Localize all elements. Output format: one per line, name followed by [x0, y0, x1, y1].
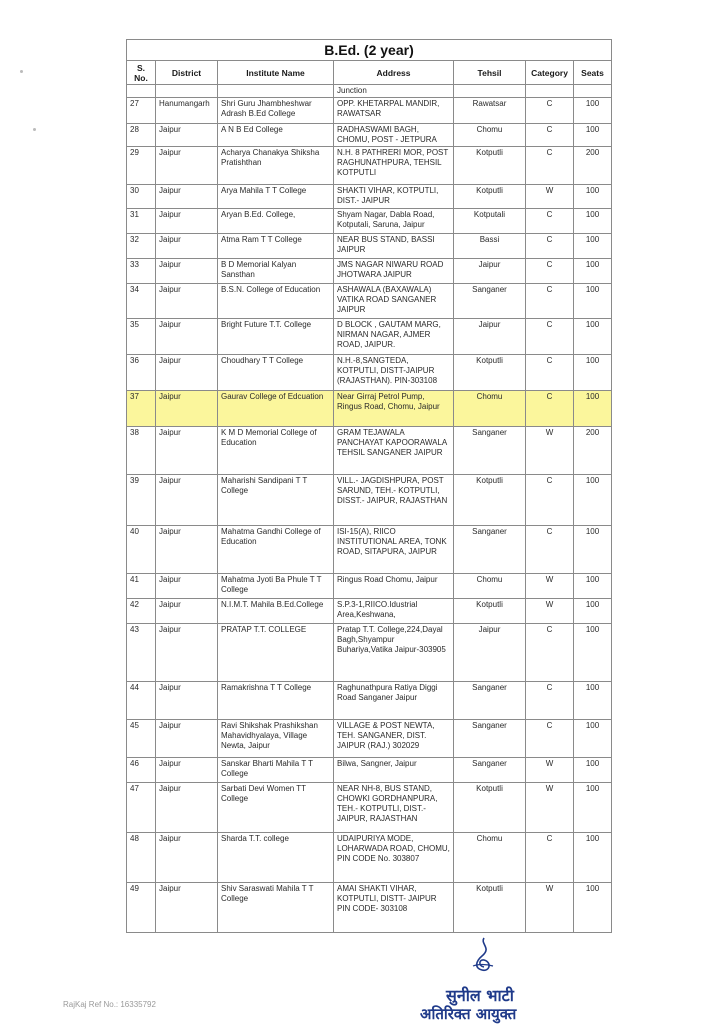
table-row — [127, 833, 612, 883]
cell-institute: B.S.N. College of Education — [218, 284, 334, 319]
cell-category: W — [526, 574, 574, 599]
cell-category: C — [526, 319, 574, 355]
cell-category: C — [526, 355, 574, 391]
cell-address: JMS NAGAR NIWARU ROAD JHOTWARA JAIPUR — [334, 259, 454, 284]
cell-sno: 29 — [127, 147, 156, 185]
cell-sno: 48 — [127, 833, 156, 883]
cell-institute: Mahatma Gandhi College of Education — [218, 526, 334, 574]
cell-seats: 100 — [574, 234, 612, 259]
cell-seats: 100 — [574, 259, 612, 284]
cell-category: C — [526, 475, 574, 526]
cell-institute: Sanskar Bharti Mahila T T College — [218, 758, 334, 783]
cell-sno: 36 — [127, 355, 156, 391]
cell-address: Near Girraj Petrol Pump, Ringus Road, Chomu, Jaipur — [334, 391, 454, 427]
cell-sno: 41 — [127, 574, 156, 599]
cell-district: Jaipur — [156, 624, 218, 682]
cell-sno: 49 — [127, 883, 156, 933]
cell-sno: 30 — [127, 185, 156, 209]
cell-address: GRAM TEJAWALA PANCHAYAT KAPOORAWALA TEHSIL SANGANER JAIPUR — [334, 427, 454, 475]
table-row — [127, 391, 612, 427]
cell-institute: Bright Future T.T. College — [218, 319, 334, 355]
cell-sno: 40 — [127, 526, 156, 574]
cell-category: C — [526, 284, 574, 319]
cell-address: ASHAWALA (BAXAWALA) VATIKA ROAD SANGANER JAIPUR — [334, 284, 454, 319]
bed-college-table — [126, 39, 612, 933]
cell-tehsil: Kotputli — [454, 475, 526, 526]
cell-tehsil: Jaipur — [454, 624, 526, 682]
table-row — [127, 758, 612, 783]
cell-seats: 100 — [574, 624, 612, 682]
carryover-address: Junction — [334, 85, 454, 98]
cell-tehsil: Sanganer — [454, 720, 526, 758]
cell-seats: 100 — [574, 355, 612, 391]
cell-address: ISI-15(A), RIICO INSTITUTIONAL AREA, TONK ROAD, SITAPURA, JAIPUR — [334, 526, 454, 574]
cell-seats: 100 — [574, 783, 612, 833]
cell-sno: 43 — [127, 624, 156, 682]
cell-tehsil: Chomu — [454, 574, 526, 599]
cell-institute: Acharya Chanakya Shiksha Pratishthan — [218, 147, 334, 185]
cell-sno: 33 — [127, 259, 156, 284]
cell-category: C — [526, 682, 574, 720]
cell-seats: 100 — [574, 209, 612, 234]
cell-seats: 100 — [574, 574, 612, 599]
cell-district: Jaipur — [156, 147, 218, 185]
cell-institute: Ravi Shikshak Prashikshan Mahavidhyalaya, Village Newta, Jaipur — [218, 720, 334, 758]
cell-tehsil: Chomu — [454, 833, 526, 883]
table-row — [127, 284, 612, 319]
cell-address: NEAR NH-8, BUS STAND, CHOWKI GORDHANPURA, TEH.- KOTPUTLI, DIST.- JAIPUR, RAJASTHAN — [334, 783, 454, 833]
col-header-district: District — [156, 61, 218, 85]
cell-category: C — [526, 124, 574, 147]
cell-district: Jaipur — [156, 720, 218, 758]
cell-district: Jaipur — [156, 259, 218, 284]
cell-seats: 100 — [574, 391, 612, 427]
cell-institute: Shri Guru Jhambheshwar Adrash B.Ed College — [218, 98, 334, 124]
cell-tehsil: Chomu — [454, 391, 526, 427]
cell-institute: Shiv Saraswati Mahila T T College — [218, 883, 334, 933]
empty-cell — [574, 85, 612, 98]
cell-category: C — [526, 720, 574, 758]
table-row — [127, 98, 612, 124]
cell-seats: 100 — [574, 475, 612, 526]
cell-address: Shyam Nagar, Dabla Road, Kotputali, Saruna, Jaipur — [334, 209, 454, 234]
cell-sno: 38 — [127, 427, 156, 475]
cell-sno: 39 — [127, 475, 156, 526]
cell-institute: Sarbati Devi Women TT College — [218, 783, 334, 833]
cell-address: NEAR BUS STAND, BASSI JAIPUR — [334, 234, 454, 259]
signatory-title: अतिरिक्त आयुक्त — [420, 1005, 517, 1023]
cell-district: Jaipur — [156, 185, 218, 209]
cell-address: RADHASWAMI BAGH, CHOMU, POST - JETPURA — [334, 124, 454, 147]
cell-district: Jaipur — [156, 758, 218, 783]
cell-category: W — [526, 883, 574, 933]
cell-category: W — [526, 599, 574, 624]
table-row — [127, 427, 612, 475]
cell-address: D BLOCK , GAUTAM MARG, NIRMAN NAGAR, AJMER ROAD, JAIPUR. — [334, 319, 454, 355]
cell-institute: PRATAP T.T. COLLEGE — [218, 624, 334, 682]
cell-tehsil: Chomu — [454, 124, 526, 147]
empty-cell — [156, 85, 218, 98]
cell-seats: 100 — [574, 758, 612, 783]
cell-sno: 28 — [127, 124, 156, 147]
table-row — [127, 475, 612, 526]
empty-cell — [218, 85, 334, 98]
cell-district: Jaipur — [156, 526, 218, 574]
cell-category: W — [526, 185, 574, 209]
cell-institute: K M D Memorial College of Education — [218, 427, 334, 475]
cell-tehsil: Sanganer — [454, 427, 526, 475]
cell-category: C — [526, 234, 574, 259]
cell-tehsil: Kotputli — [454, 883, 526, 933]
cell-institute: Atma Ram T T College — [218, 234, 334, 259]
cell-sno: 34 — [127, 284, 156, 319]
cell-address: N.H. 8 PATHRERI MOR, POST RAGHUNATHPURA, TEHSIL KOTPUTLI — [334, 147, 454, 185]
cell-institute: Gaurav College of Edcuation — [218, 391, 334, 427]
cell-tehsil: Sanganer — [454, 682, 526, 720]
cell-sno: 47 — [127, 783, 156, 833]
cell-tehsil: Kotputli — [454, 185, 526, 209]
cell-tehsil: Bassi — [454, 234, 526, 259]
cell-category: C — [526, 833, 574, 883]
cell-district: Hanumangarh — [156, 98, 218, 124]
cell-seats: 100 — [574, 883, 612, 933]
table-title: B.Ed. (2 year) — [127, 40, 612, 61]
cell-district: Jaipur — [156, 209, 218, 234]
cell-tehsil: Kotputli — [454, 355, 526, 391]
cell-seats: 100 — [574, 682, 612, 720]
table-row — [127, 319, 612, 355]
cell-address: N.H.-8,SANGTEDA, KOTPUTLI, DISTT-JAIPUR (RAJASTHAN). PIN-303108 — [334, 355, 454, 391]
cell-district: Jaipur — [156, 833, 218, 883]
cell-tehsil: Sanganer — [454, 526, 526, 574]
table-row — [127, 574, 612, 599]
cell-institute: Maharishi Sandipani T T College — [218, 475, 334, 526]
cell-district: Jaipur — [156, 234, 218, 259]
cell-address: Bilwa, Sangner, Jaipur — [334, 758, 454, 783]
cell-address: UDAIPURIYA MODE, LOHARWADA ROAD, CHOMU, PIN CODE No. 303807 — [334, 833, 454, 883]
col-header-tehsil: Tehsil — [454, 61, 526, 85]
table-row — [127, 124, 612, 147]
table-row — [127, 599, 612, 624]
table-row — [127, 355, 612, 391]
cell-district: Jaipur — [156, 883, 218, 933]
cell-institute: Aryan B.Ed. College, — [218, 209, 334, 234]
cell-category: C — [526, 209, 574, 234]
table-row — [127, 209, 612, 234]
col-header-seats: Seats — [574, 61, 612, 85]
cell-institute: Choudhary T T College — [218, 355, 334, 391]
cell-address: AMAI SHAKTI VIHAR, KOTPUTLI, DISTT- JAIPUR PIN CODE- 303108 — [334, 883, 454, 933]
cell-category: C — [526, 526, 574, 574]
col-header-category: Category — [526, 61, 574, 85]
cell-institute: Arya Mahila T T College — [218, 185, 334, 209]
signature-icon — [470, 936, 496, 974]
table-row — [127, 259, 612, 284]
cell-seats: 100 — [574, 599, 612, 624]
table-row — [127, 783, 612, 833]
cell-address: SHAKTI VIHAR, KOTPUTLI, DIST.- JAIPUR — [334, 185, 454, 209]
cell-category: W — [526, 758, 574, 783]
reference-number: RajKaj Ref No.: 16335792 — [63, 1000, 156, 1009]
cell-district: Jaipur — [156, 319, 218, 355]
cell-seats: 100 — [574, 185, 612, 209]
cell-address: S.P.3-1,RIICO.Idustrial Area,Keshwana, — [334, 599, 454, 624]
cell-tehsil: Jaipur — [454, 319, 526, 355]
cell-tehsil: Rawatsar — [454, 98, 526, 124]
cell-seats: 100 — [574, 833, 612, 883]
cell-sno: 37 — [127, 391, 156, 427]
cell-address: Raghunathpura Ratiya Diggi Road Sanganer Jaipur — [334, 682, 454, 720]
cell-tehsil: Sanganer — [454, 758, 526, 783]
table-row — [127, 526, 612, 574]
cell-institute: A N B Ed College — [218, 124, 334, 147]
empty-cell — [526, 85, 574, 98]
cell-institute: Ramakrishna T T College — [218, 682, 334, 720]
cell-sno: 46 — [127, 758, 156, 783]
cell-sno: 35 — [127, 319, 156, 355]
cell-category: W — [526, 783, 574, 833]
cell-address: VILLAGE & POST NEWTA, TEH. SANGANER, DIST. JAIPUR (RAJ.) 302029 — [334, 720, 454, 758]
cell-seats: 100 — [574, 124, 612, 147]
col-header-address: Address — [334, 61, 454, 85]
cell-district: Jaipur — [156, 284, 218, 319]
cell-sno: 31 — [127, 209, 156, 234]
cell-tehsil: Kotputli — [454, 147, 526, 185]
cell-seats: 200 — [574, 427, 612, 475]
scan-dot — [33, 128, 36, 131]
cell-seats: 100 — [574, 319, 612, 355]
col-header-institute: Institute Name — [218, 61, 334, 85]
cell-seats: 100 — [574, 720, 612, 758]
cell-address: OPP. KHETARPAL MANDIR, RAWATSAR — [334, 98, 454, 124]
cell-category: W — [526, 427, 574, 475]
cell-district: Jaipur — [156, 124, 218, 147]
cell-sno: 42 — [127, 599, 156, 624]
cell-tehsil: Kotputli — [454, 783, 526, 833]
cell-category: C — [526, 98, 574, 124]
cell-district: Jaipur — [156, 427, 218, 475]
cell-seats: 100 — [574, 526, 612, 574]
cell-sno: 44 — [127, 682, 156, 720]
cell-seats: 100 — [574, 284, 612, 319]
cell-institute: N.I.M.T. Mahila B.Ed.College — [218, 599, 334, 624]
scan-dot — [20, 70, 23, 73]
cell-category: C — [526, 391, 574, 427]
col-header-sno: S. No. — [127, 61, 156, 85]
cell-district: Jaipur — [156, 475, 218, 526]
cell-address: VILL.- JAGDISHPURA, POST SARUND, TEH.- KOTPUTLI, DISST.- JAIPUR, RAJASTHAN — [334, 475, 454, 526]
cell-district: Jaipur — [156, 391, 218, 427]
table-row — [127, 720, 612, 758]
cell-address: Ringus Road Chomu, Jaipur — [334, 574, 454, 599]
cell-sno: 32 — [127, 234, 156, 259]
table-row — [127, 682, 612, 720]
cell-institute: Mahatma Jyoti Ba Phule T T College — [218, 574, 334, 599]
cell-category: C — [526, 624, 574, 682]
cell-category: C — [526, 147, 574, 185]
table-row — [127, 883, 612, 933]
cell-sno: 27 — [127, 98, 156, 124]
cell-seats: 200 — [574, 147, 612, 185]
cell-district: Jaipur — [156, 355, 218, 391]
cell-district: Jaipur — [156, 783, 218, 833]
cell-seats: 100 — [574, 98, 612, 124]
cell-tehsil: Jaipur — [454, 259, 526, 284]
cell-institute: Sharda T.T. college — [218, 833, 334, 883]
empty-cell — [127, 85, 156, 98]
cell-tehsil: Kotputli — [454, 599, 526, 624]
cell-sno: 45 — [127, 720, 156, 758]
cell-tehsil: Sanganer — [454, 284, 526, 319]
table-row — [127, 147, 612, 185]
cell-address: Pratap T.T. College,224,Dayal Bagh,Shyampur Buhariya,Vatika Jaipur-303905 — [334, 624, 454, 682]
cell-district: Jaipur — [156, 574, 218, 599]
table-row — [127, 624, 612, 682]
cell-district: Jaipur — [156, 682, 218, 720]
empty-cell — [454, 85, 526, 98]
cell-district: Jaipur — [156, 599, 218, 624]
cell-institute: B D Memorial Kalyan Sansthan — [218, 259, 334, 284]
cell-tehsil: Kotputali — [454, 209, 526, 234]
signatory-name: सुनील भाटी — [446, 986, 514, 1005]
table-row — [127, 234, 612, 259]
cell-category: C — [526, 259, 574, 284]
table-row — [127, 185, 612, 209]
